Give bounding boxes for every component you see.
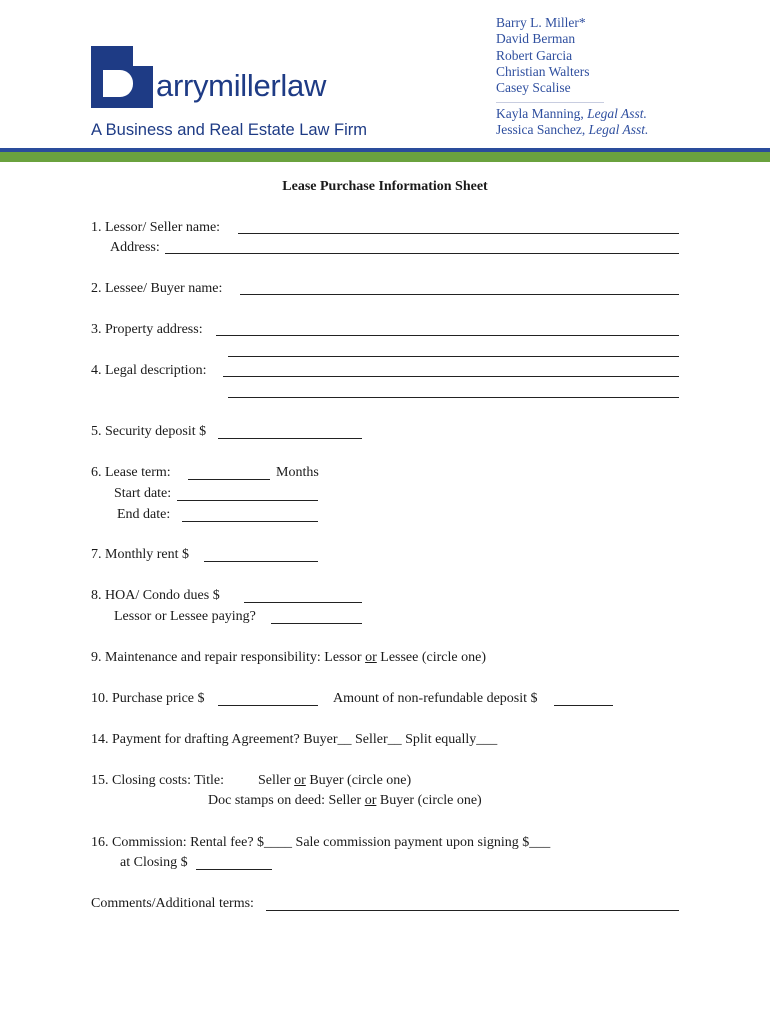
logo-wordmark: arrymillerlaw — [156, 68, 327, 103]
lessee-name-field[interactable] — [240, 294, 679, 295]
q10-deposit-label: Amount of non-refundable deposit $ — [333, 691, 538, 706]
attorney-divider — [496, 102, 604, 103]
hoa-dues-field[interactable] — [244, 602, 362, 603]
q8-payer-label: Lessor or Lessee paying? — [114, 609, 256, 624]
lease-term-field[interactable] — [188, 479, 270, 480]
assistant-name: Kayla Manning, Legal Asst. — [496, 106, 647, 121]
attorney-name: Barry L. Miller* — [496, 15, 586, 30]
lessor-address-field[interactable] — [165, 253, 679, 254]
q3-label: 3. Property address: — [91, 322, 203, 337]
security-deposit-field[interactable] — [218, 438, 362, 439]
q6-label: 6. Lease term: — [91, 465, 171, 480]
q2-label: 2. Lessee/ Buyer name: — [91, 281, 223, 296]
assistant-name: Jessica Sanchez, Legal Asst. — [496, 122, 649, 137]
q6-start-label: Start date: — [114, 486, 172, 501]
q16-closing-label: at Closing $ — [120, 855, 188, 870]
attorney-name: Robert Garcia — [496, 48, 573, 63]
q4-label: 4. Legal description: — [91, 363, 207, 378]
logo-b-mark — [91, 46, 153, 108]
attorney-name: Christian Walters — [496, 64, 590, 79]
hoa-payer-field[interactable] — [271, 623, 362, 624]
q10-label: 10. Purchase price $ — [91, 691, 205, 706]
comments-field[interactable] — [266, 910, 679, 911]
q15-label: 15. Closing costs: Title: — [91, 773, 225, 788]
legal-description-field[interactable] — [223, 376, 679, 377]
q15-doc-choice: Doc stamps on deed: Seller or Buyer (circle one) — [208, 793, 482, 808]
end-date-field[interactable] — [182, 521, 318, 522]
closing-amount-field[interactable] — [196, 869, 272, 870]
q15-title-choice: Seller or Buyer (circle one) — [258, 773, 412, 788]
start-date-field[interactable] — [177, 500, 318, 501]
legal-description-field-2[interactable] — [228, 397, 679, 398]
firm-tagline: A Business and Real Estate Law Firm — [91, 121, 368, 139]
q1-label: 1. Lessor/ Seller name: — [91, 220, 221, 235]
form-title: Lease Purchase Information Sheet — [282, 179, 488, 194]
q16-text: 16. Commission: Rental fee? $____ Sale commission payment upon signing $___ — [91, 835, 551, 850]
q6-end-label: End date: — [117, 507, 171, 522]
q8-label: 8. HOA/ Condo dues $ — [91, 588, 220, 603]
q6-months-label: Months — [276, 465, 319, 480]
property-address-field[interactable] — [216, 335, 679, 336]
purchase-price-field[interactable] — [218, 705, 318, 706]
header-stripe-green — [0, 152, 770, 162]
property-address-field-2[interactable] — [228, 356, 679, 357]
attorney-name: David Berman — [496, 31, 576, 46]
q9-text: 9. Maintenance and repair responsibility: Lessor or Lessee (circle one) — [91, 650, 486, 665]
monthly-rent-field[interactable] — [204, 561, 318, 562]
attorney-name: Casey Scalise — [496, 80, 571, 95]
q14-text: 14. Payment for drafting Agreement? Buyer__ Seller__ Split equally___ — [91, 732, 498, 747]
comments-label: Comments/Additional terms: — [91, 896, 254, 911]
lessor-name-field[interactable] — [238, 233, 679, 234]
q5-label: 5. Security deposit $ — [91, 424, 207, 439]
deposit-amount-field[interactable] — [554, 705, 613, 706]
q7-label: 7. Monthly rent $ — [91, 547, 189, 562]
q1-address-label: Address: — [110, 240, 160, 255]
